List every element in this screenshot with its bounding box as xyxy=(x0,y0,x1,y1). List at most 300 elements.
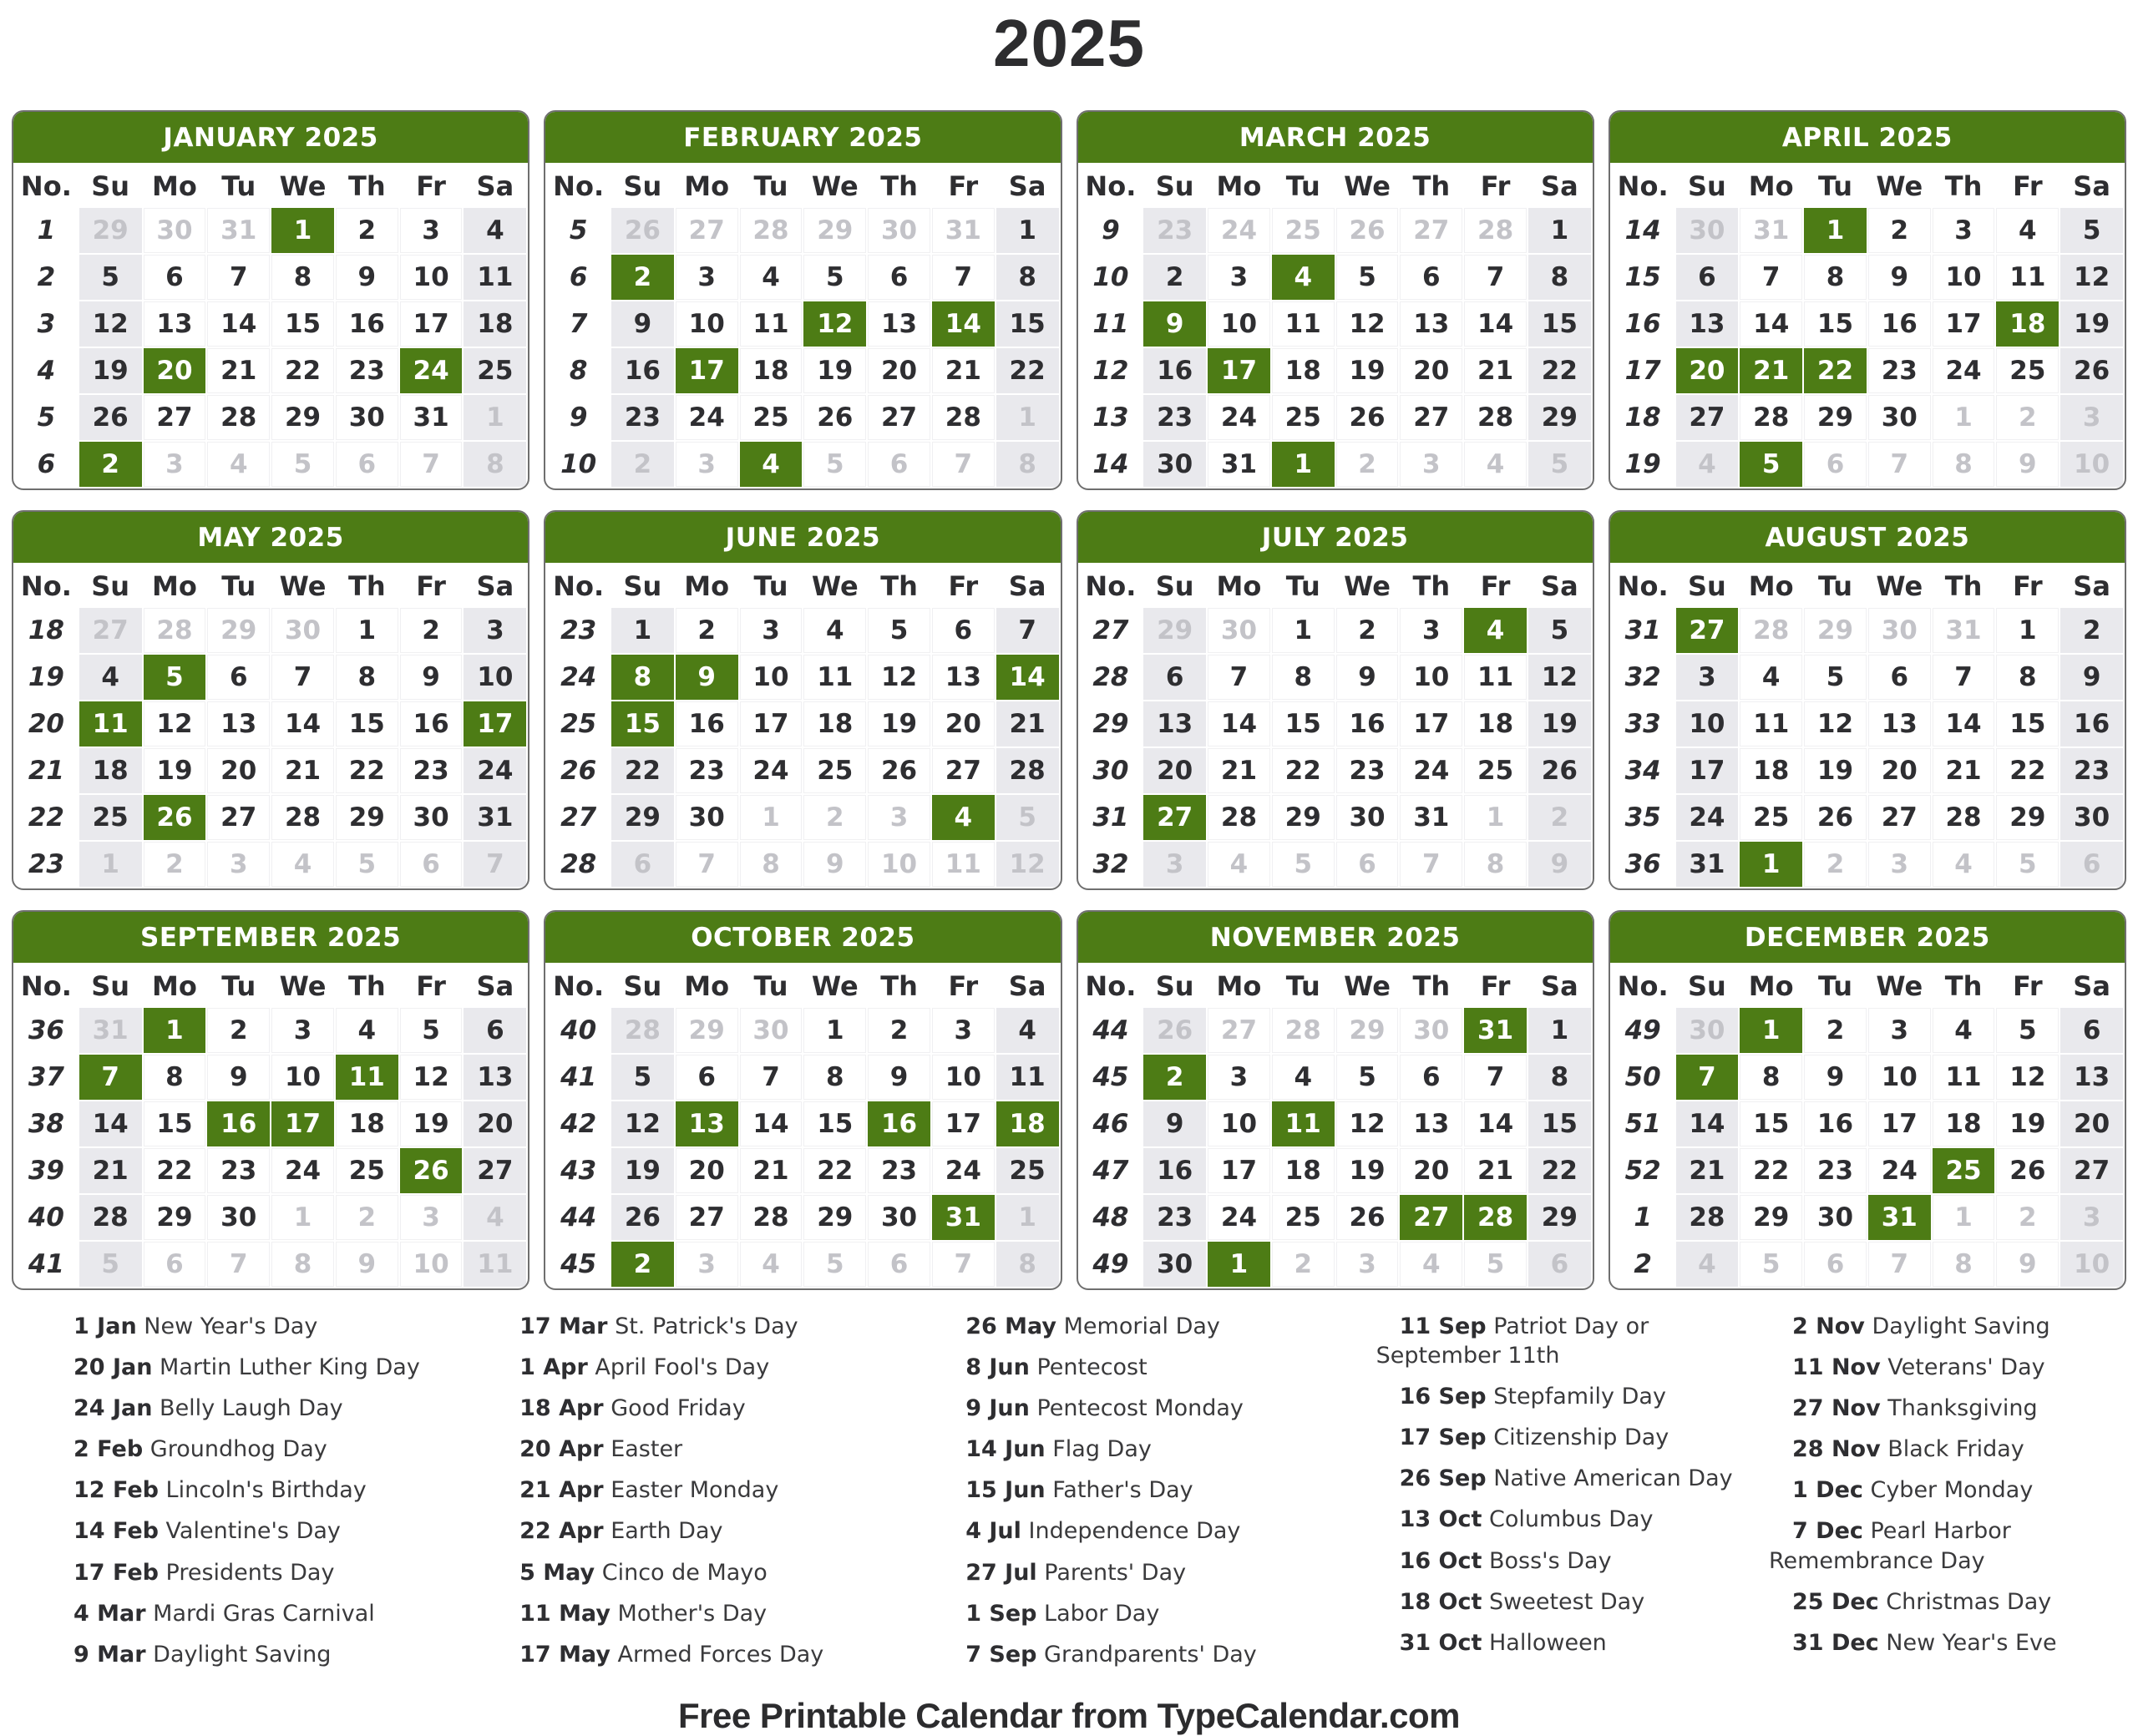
day-cell: 6 xyxy=(144,1242,206,1287)
day-cell: 3 xyxy=(2060,1195,2123,1240)
day-cell: 31 xyxy=(1740,208,1802,253)
day-cell: 31 xyxy=(207,208,270,253)
day-cell: 18 xyxy=(1740,748,1802,793)
holiday-date: 20 Apr xyxy=(519,1436,604,1463)
footer-credit: Free Printable Calendar from TypeCalendar.com xyxy=(677,1695,1460,1735)
holiday-item xyxy=(942,1475,1367,1505)
day-cell: 5 xyxy=(611,1055,674,1100)
day-cell: 4 xyxy=(464,1195,526,1240)
day-cell: 5 xyxy=(996,795,1059,840)
holiday-date: 17 Sep xyxy=(1399,1425,1487,1451)
holiday-item xyxy=(1769,1475,2088,1505)
day-cell: 28 xyxy=(1740,608,1802,653)
day-of-week-header: We xyxy=(803,964,866,1006)
holiday-name: Black Friday xyxy=(1880,1436,2024,1463)
day-cell: 7 xyxy=(207,1242,270,1287)
day-cell: 9 xyxy=(1868,255,1931,300)
day-cell: 30 xyxy=(1804,1195,1867,1240)
day-cell: 29 xyxy=(1272,795,1335,840)
day-cell: 29 xyxy=(207,608,270,653)
day-of-week-header: Su xyxy=(79,564,142,606)
day-cell: 9 xyxy=(611,301,674,347)
day-cell: 19 xyxy=(400,1101,463,1146)
day-cell: 7 xyxy=(932,442,995,487)
month-grid xyxy=(545,163,1060,488)
holiday-item xyxy=(50,1475,488,1505)
holiday-name: Columbus Day xyxy=(1482,1506,1654,1533)
day-cell: 5 xyxy=(79,1242,142,1287)
day-cell: 12 xyxy=(996,842,1059,887)
day-cell: 25 xyxy=(1272,395,1335,440)
day-cell: 30 xyxy=(1676,1008,1739,1053)
day-of-week-header: Sa xyxy=(464,964,526,1006)
day-cell: 19 xyxy=(868,701,930,747)
day-cell: 4 xyxy=(1740,655,1802,700)
day-cell: 17 xyxy=(400,301,463,347)
day-cell: 12 xyxy=(400,1055,463,1100)
holiday-item xyxy=(942,1640,1367,1669)
day-cell: 30 xyxy=(868,1195,930,1240)
day-cell: 29 xyxy=(336,795,398,840)
week-number-header: No. xyxy=(1612,164,1674,206)
day-cell: 1 xyxy=(1740,842,1802,887)
holiday-name: Parents' Day xyxy=(1036,1559,1187,1586)
holiday-date: 11 Nov xyxy=(1791,1354,1881,1381)
week-number-header: No. xyxy=(15,564,78,606)
day-of-week-header: Su xyxy=(1676,564,1739,606)
day-cell: 27 xyxy=(2060,1148,2123,1193)
day-cell: 19 xyxy=(1528,701,1591,747)
holiday-name: Cinco de Mayo xyxy=(595,1559,768,1586)
week-number-cell: 19 xyxy=(1612,442,1674,487)
day-cell: 23 xyxy=(336,348,398,393)
week-number-cell: 44 xyxy=(1080,1008,1142,1053)
day-cell: 23 xyxy=(1804,1148,1867,1193)
day-cell: 28 xyxy=(79,1195,142,1240)
day-cell: 21 xyxy=(740,1148,803,1193)
day-cell: 2 xyxy=(1804,1008,1867,1053)
day-cell: 25 xyxy=(1740,795,1802,840)
day-cell: 24 xyxy=(464,748,526,793)
day-cell: 25 xyxy=(79,795,142,840)
day-cell: 30 xyxy=(1868,395,1931,440)
day-cell: 7 xyxy=(1933,655,1995,700)
day-cell: 11 xyxy=(1740,701,1802,747)
day-of-week-header: We xyxy=(271,564,334,606)
day-cell: 31 xyxy=(1208,442,1270,487)
week-number-cell: 40 xyxy=(15,1195,78,1240)
day-cell: 27 xyxy=(676,1195,738,1240)
holiday-date: 8 Jun xyxy=(965,1354,1030,1381)
day-cell: 23 xyxy=(1143,395,1206,440)
week-row xyxy=(1612,608,2123,653)
page-title: 2025 xyxy=(993,6,1145,80)
week-number-cell: 38 xyxy=(15,1101,78,1146)
day-cell: 18 xyxy=(1996,301,2059,347)
day-cell: 1 xyxy=(336,608,398,653)
day-cell: 10 xyxy=(676,301,738,347)
day-cell: 9 xyxy=(1996,1242,2059,1287)
day-cell: 8 xyxy=(1528,1055,1591,1100)
day-cell: 16 xyxy=(207,1101,270,1146)
day-cell: 28 xyxy=(611,1008,674,1053)
week-number-cell: 26 xyxy=(547,748,610,793)
day-cell: 8 xyxy=(996,1242,1059,1287)
day-cell: 17 xyxy=(1868,1101,1931,1146)
month-title: MARCH 2025 xyxy=(1078,112,1593,163)
day-cell: 4 xyxy=(996,1008,1059,1053)
month-card xyxy=(1609,110,2126,490)
week-row xyxy=(1080,255,1591,300)
day-cell: 24 xyxy=(1400,748,1462,793)
day-cell: 9 xyxy=(1143,1101,1206,1146)
day-cell: 19 xyxy=(2060,301,2123,347)
day-of-week-header: Fr xyxy=(1464,564,1527,606)
week-row xyxy=(547,208,1058,253)
week-row xyxy=(1612,255,2123,300)
month-grid xyxy=(13,563,528,888)
week-number-cell: 43 xyxy=(547,1148,610,1193)
holiday-date: 22 Apr xyxy=(519,1518,604,1545)
holiday-name: Veterans' Day xyxy=(1880,1354,2045,1381)
week-row xyxy=(15,442,526,487)
day-of-week-header: We xyxy=(1868,564,1931,606)
week-row xyxy=(1080,1148,1591,1193)
day-cell: 30 xyxy=(1400,1008,1462,1053)
week-row xyxy=(15,301,526,347)
day-cell: 3 xyxy=(271,1008,334,1053)
day-of-week-header: Sa xyxy=(996,164,1059,206)
day-cell: 26 xyxy=(611,208,674,253)
day-of-week-header: Sa xyxy=(2060,164,2123,206)
day-cell: 11 xyxy=(79,701,142,747)
day-cell: 16 xyxy=(611,348,674,393)
day-cell: 5 xyxy=(1528,442,1591,487)
week-number-cell: 2 xyxy=(15,255,78,300)
day-cell: 1 xyxy=(1933,395,1995,440)
day-of-week-header: Mo xyxy=(1208,164,1270,206)
day-cell: 23 xyxy=(676,748,738,793)
month-card xyxy=(1609,910,2126,1290)
week-number-cell: 6 xyxy=(547,255,610,300)
day-of-week-header: Tu xyxy=(740,164,803,206)
day-cell: 5 xyxy=(1272,842,1335,887)
holiday-date: 31 Dec xyxy=(1791,1629,1879,1656)
day-cell: 6 xyxy=(932,608,995,653)
holiday-date: 27 Nov xyxy=(1791,1395,1881,1422)
day-cell: 19 xyxy=(79,348,142,393)
week-row xyxy=(547,1101,1058,1146)
day-cell: 2 xyxy=(2060,608,2123,653)
day-cell: 4 xyxy=(1676,1242,1739,1287)
day-cell: 14 xyxy=(271,701,334,747)
holiday-date: 25 Dec xyxy=(1791,1588,1879,1615)
week-number-cell: 23 xyxy=(15,842,78,887)
month-title: OCTOBER 2025 xyxy=(545,912,1060,963)
week-row xyxy=(547,348,1058,393)
week-number-cell: 28 xyxy=(547,842,610,887)
day-cell: 22 xyxy=(1272,748,1335,793)
day-cell: 26 xyxy=(1804,795,1867,840)
holiday-item xyxy=(50,1558,488,1587)
day-of-week-header: Su xyxy=(1676,964,1739,1006)
day-cell: 11 xyxy=(740,301,803,347)
holiday-name: Christmas Day xyxy=(1878,1588,2052,1615)
day-cell: 31 xyxy=(400,395,463,440)
day-cell: 9 xyxy=(1143,301,1206,347)
week-number-cell: 23 xyxy=(547,608,610,653)
day-cell: 9 xyxy=(400,655,463,700)
day-cell: 21 xyxy=(1933,748,1995,793)
month-title: JULY 2025 xyxy=(1078,512,1593,563)
day-cell: 30 xyxy=(144,208,206,253)
week-row xyxy=(547,1242,1058,1287)
day-cell: 3 xyxy=(2060,395,2123,440)
day-cell: 1 xyxy=(79,842,142,887)
day-cell: 20 xyxy=(1400,1148,1462,1193)
day-cell: 29 xyxy=(1336,1008,1399,1053)
day-of-week-header: Fr xyxy=(400,164,463,206)
day-cell: 2 xyxy=(207,1008,270,1053)
day-cell: 18 xyxy=(336,1101,398,1146)
day-cell: 28 xyxy=(1676,1195,1739,1240)
day-cell: 7 xyxy=(1400,842,1462,887)
day-cell: 21 xyxy=(79,1148,142,1193)
day-cell: 20 xyxy=(1676,348,1739,393)
week-number-cell: 9 xyxy=(1080,208,1142,253)
day-cell: 10 xyxy=(1208,1101,1270,1146)
week-number-cell: 8 xyxy=(547,348,610,393)
week-number-cell: 18 xyxy=(1612,395,1674,440)
day-cell: 14 xyxy=(1740,301,1802,347)
week-number-cell: 49 xyxy=(1612,1008,1674,1053)
day-cell: 3 xyxy=(1208,1055,1270,1100)
day-of-week-header: Sa xyxy=(464,164,526,206)
holiday-name: Daylight Saving xyxy=(1864,1313,2050,1339)
day-cell: 20 xyxy=(868,348,930,393)
day-cell: 20 xyxy=(144,348,206,393)
day-cell: 2 xyxy=(676,608,738,653)
day-cell: 17 xyxy=(1400,701,1462,747)
day-cell: 23 xyxy=(1336,748,1399,793)
day-of-week-header: Sa xyxy=(996,964,1059,1006)
day-cell: 24 xyxy=(1208,1195,1270,1240)
month-card xyxy=(544,510,1061,890)
holiday-item xyxy=(496,1435,934,1464)
week-row xyxy=(1612,1101,2123,1146)
day-of-week-header: Su xyxy=(611,964,674,1006)
day-cell: 1 xyxy=(996,395,1059,440)
month-grid xyxy=(1078,963,1593,1288)
holiday-name: Mother's Day xyxy=(610,1600,768,1627)
day-cell: 8 xyxy=(271,1242,334,1287)
day-cell: 13 xyxy=(676,1101,738,1146)
day-cell: 18 xyxy=(1464,701,1527,747)
day-cell: 19 xyxy=(803,348,866,393)
week-number-cell: 9 xyxy=(547,395,610,440)
week-number-cell: 5 xyxy=(547,208,610,253)
day-cell: 21 xyxy=(1676,1148,1739,1193)
day-cell: 31 xyxy=(464,795,526,840)
day-of-week-header: Su xyxy=(611,164,674,206)
week-number-cell: 44 xyxy=(547,1195,610,1240)
day-cell: 7 xyxy=(464,842,526,887)
day-cell: 29 xyxy=(271,395,334,440)
day-cell: 13 xyxy=(1868,701,1931,747)
day-cell: 7 xyxy=(740,1055,803,1100)
week-row xyxy=(1612,1195,2123,1240)
month-grid xyxy=(1610,563,2125,888)
holiday-name: Father's Day xyxy=(1045,1477,1193,1504)
day-cell: 2 xyxy=(1996,395,2059,440)
month-grid xyxy=(1078,163,1593,488)
day-cell: 9 xyxy=(1804,1055,1867,1100)
day-cell: 19 xyxy=(611,1148,674,1193)
day-cell: 4 xyxy=(740,255,803,300)
day-cell: 26 xyxy=(803,395,866,440)
day-cell: 12 xyxy=(1996,1055,2059,1100)
holiday-item xyxy=(1376,1628,1761,1658)
holiday-date: 7 Dec xyxy=(1791,1518,1863,1545)
day-cell: 1 xyxy=(144,1008,206,1053)
day-of-week-header: We xyxy=(803,564,866,606)
day-cell: 12 xyxy=(79,301,142,347)
holiday-date: 26 May xyxy=(965,1313,1057,1339)
day-cell: 5 xyxy=(271,442,334,487)
day-of-week-header: Sa xyxy=(1528,564,1591,606)
week-number-cell: 41 xyxy=(547,1055,610,1100)
day-cell: 9 xyxy=(336,255,398,300)
week-row xyxy=(1612,348,2123,393)
day-cell: 1 xyxy=(1933,1195,1995,1240)
week-row xyxy=(1080,1055,1591,1100)
day-cell: 21 xyxy=(271,748,334,793)
day-cell: 17 xyxy=(1208,348,1270,393)
week-row xyxy=(547,1195,1058,1240)
week-number-header: No. xyxy=(1612,564,1674,606)
day-of-week-header: Tu xyxy=(740,564,803,606)
day-cell: 17 xyxy=(932,1101,995,1146)
day-cell: 28 xyxy=(1464,1195,1527,1240)
day-cell: 30 xyxy=(1143,1242,1206,1287)
holiday-name: Memorial Day xyxy=(1056,1313,1220,1339)
day-cell: 27 xyxy=(1868,795,1931,840)
holiday-date: 9 Jun xyxy=(965,1395,1030,1422)
holiday-item xyxy=(1769,1516,2088,1575)
holiday-name: Pearl Harbor Remembrance Day xyxy=(1768,1518,2011,1574)
day-cell: 25 xyxy=(1464,748,1527,793)
week-number-cell: 51 xyxy=(1612,1101,1674,1146)
week-number-header: No. xyxy=(547,964,610,1006)
week-number-cell: 30 xyxy=(1080,748,1142,793)
day-cell: 14 xyxy=(996,655,1059,700)
day-cell: 30 xyxy=(676,795,738,840)
day-cell: 20 xyxy=(1868,748,1931,793)
day-cell: 19 xyxy=(144,748,206,793)
day-cell: 21 xyxy=(996,701,1059,747)
week-number-cell: 45 xyxy=(1080,1055,1142,1100)
day-cell: 31 xyxy=(932,208,995,253)
week-number-cell: 11 xyxy=(1080,301,1142,347)
day-cell: 3 xyxy=(1208,255,1270,300)
holiday-name: Halloween xyxy=(1482,1629,1607,1656)
day-cell: 7 xyxy=(996,608,1059,653)
day-cell: 18 xyxy=(996,1101,1059,1146)
week-row xyxy=(547,395,1058,440)
holiday-name: Mardi Gras Carnival xyxy=(145,1600,375,1627)
day-cell: 13 xyxy=(207,701,270,747)
day-of-week-header: Tu xyxy=(1804,964,1867,1006)
day-cell: 5 xyxy=(868,608,930,653)
day-cell: 30 xyxy=(400,795,463,840)
day-cell: 10 xyxy=(1933,255,1995,300)
week-number-cell: 32 xyxy=(1612,655,1674,700)
week-row xyxy=(1612,701,2123,747)
day-cell: 3 xyxy=(676,442,738,487)
week-number-cell: 50 xyxy=(1612,1055,1674,1100)
day-cell: 28 xyxy=(996,748,1059,793)
day-of-week-header: Tu xyxy=(207,564,270,606)
day-cell: 11 xyxy=(464,1242,526,1287)
holiday-date: 13 Oct xyxy=(1399,1506,1482,1533)
day-cell: 28 xyxy=(144,608,206,653)
day-cell: 3 xyxy=(1400,442,1462,487)
day-cell: 11 xyxy=(1996,255,2059,300)
holiday-item xyxy=(496,1599,934,1628)
holiday-item xyxy=(1769,1435,2088,1464)
day-cell: 5 xyxy=(1336,255,1399,300)
day-cell: 4 xyxy=(740,1242,803,1287)
day-cell: 31 xyxy=(1933,608,1995,653)
day-cell: 13 xyxy=(2060,1055,2123,1100)
week-row xyxy=(1080,608,1591,653)
day-of-week-header: Su xyxy=(1143,164,1206,206)
day-cell: 23 xyxy=(1143,1195,1206,1240)
holiday-name: Valentine's Day xyxy=(158,1518,341,1545)
day-cell: 19 xyxy=(1336,348,1399,393)
day-cell: 28 xyxy=(740,1195,803,1240)
holiday-name: Earth Day xyxy=(603,1518,723,1545)
holiday-item xyxy=(942,1394,1367,1423)
day-cell: 4 xyxy=(464,208,526,253)
day-cell: 10 xyxy=(1400,655,1462,700)
day-of-week-header: Fr xyxy=(1464,964,1527,1006)
holiday-name: Martin Luther King Day xyxy=(152,1354,420,1381)
day-of-week-header: Mo xyxy=(144,164,206,206)
day-cell: 18 xyxy=(464,301,526,347)
day-cell: 8 xyxy=(1740,1055,1802,1100)
week-number-cell: 32 xyxy=(1080,842,1142,887)
holiday-name: Pentecost Monday xyxy=(1029,1395,1244,1422)
day-cell: 16 xyxy=(676,701,738,747)
day-cell: 23 xyxy=(1868,348,1931,393)
day-cell: 30 xyxy=(1143,442,1206,487)
week-row xyxy=(547,608,1058,653)
day-cell: 29 xyxy=(144,1195,206,1240)
holiday-name: Presidents Day xyxy=(158,1559,335,1586)
day-cell: 19 xyxy=(1804,748,1867,793)
day-cell: 14 xyxy=(932,301,995,347)
holiday-name: Pentecost xyxy=(1029,1354,1148,1381)
day-of-week-header: Su xyxy=(1143,964,1206,1006)
holiday-item xyxy=(50,1640,488,1669)
week-row xyxy=(15,795,526,840)
day-cell: 10 xyxy=(400,1242,463,1287)
day-cell: 9 xyxy=(1528,842,1591,887)
day-cell: 25 xyxy=(996,1148,1059,1193)
day-cell: 20 xyxy=(464,1101,526,1146)
month-title: JANUARY 2025 xyxy=(13,112,528,163)
